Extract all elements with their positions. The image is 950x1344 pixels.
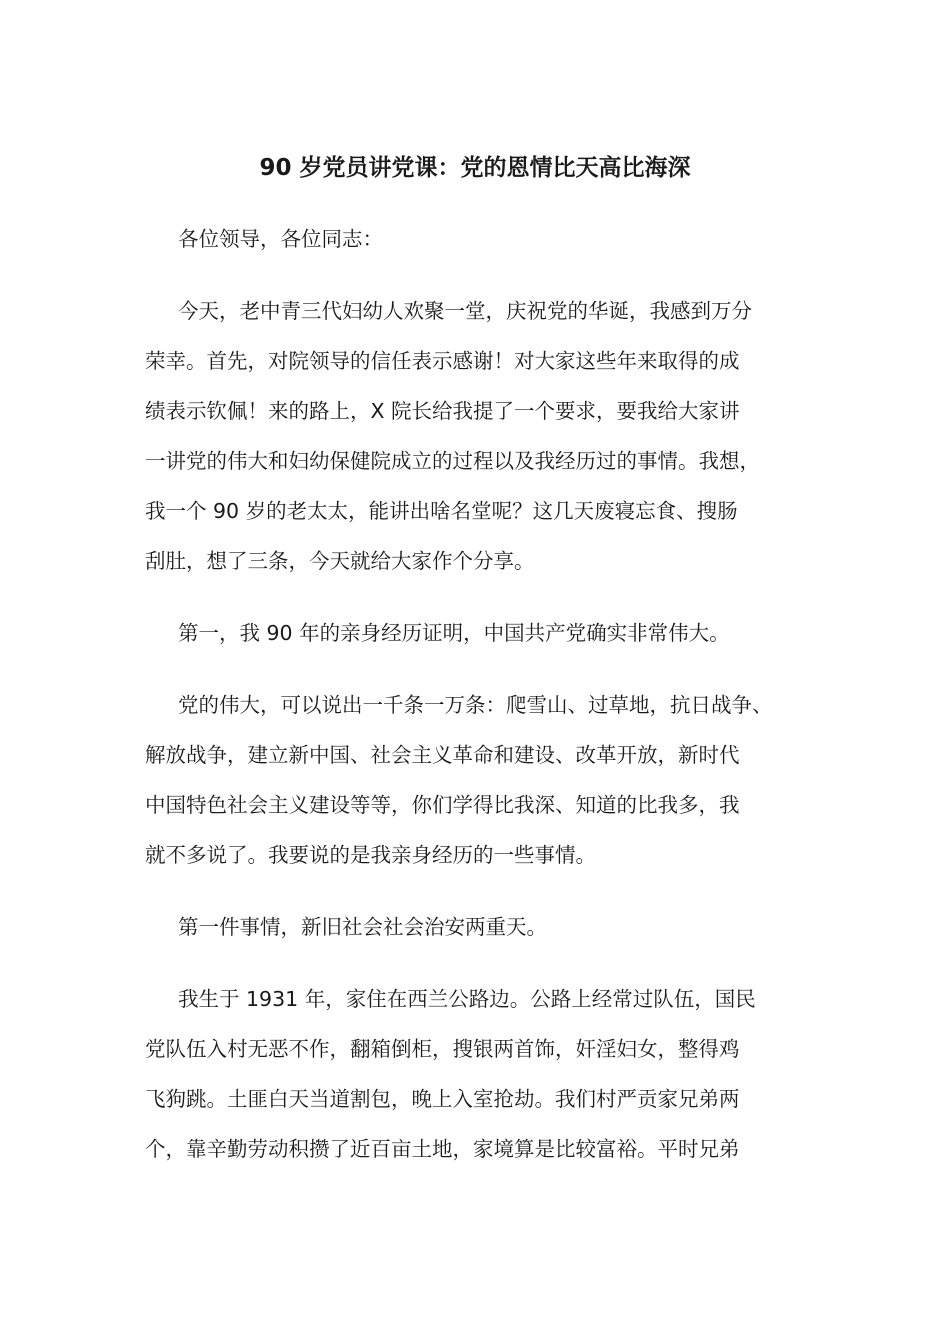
- paragraph-3-line-4: 个，靠辛勤劳动积攒了近百亩土地，家境算是比较富裕。平时兄弟: [145, 1137, 740, 1161]
- paragraph-2-line-1: 党的伟大，可以说出一千条一万条：爬雪山、过草地，抗日战争、: [178, 693, 773, 717]
- paragraph-2-line-4: 就不多说了。我要说的是我亲身经历的一些事情。: [145, 843, 596, 867]
- paragraph-3-line-2: 党队伍入村无恶不作，翻箱倒柜，搜银两首饰，奸淫妇女，整得鸡: [145, 1037, 740, 1061]
- paragraph-1-line-4: 一讲党的伟大和妇幼保健院成立的过程以及我经历过的事情。我想，: [145, 449, 760, 473]
- section-heading-1: 第一，我 90 年的亲身经历证明，中国共产党确实非常伟大。: [178, 621, 730, 645]
- paragraph-3-line-3: 飞狗跳。土匪白天当道割包，晚上入室抢劫。我们村严贡家兄弟两: [145, 1087, 740, 1111]
- document-title: 90 岁党员讲党课：党的恩情比天高比海深: [259, 155, 691, 181]
- subsection-heading-1: 第一件事情，新旧社会社会治安两重天。: [178, 915, 547, 939]
- paragraph-1-line-6: 刮肚，想了三条，今天就给大家作个分享。: [145, 549, 535, 573]
- paragraph-3-line-1: 我生于 1931 年，家住在西兰公路边。公路上经常过队伍，国民: [178, 987, 756, 1011]
- salutation: 各位领导，各位同志：: [178, 227, 383, 251]
- paragraph-2-line-2: 解放战争，建立新中国、社会主义革命和建设、改革开放，新时代: [145, 743, 740, 767]
- paragraph-1-line-2: 荣幸。首先，对院领导的信任表示感谢！对大家这些年来取得的成: [145, 349, 740, 373]
- paragraph-1-line-5: 我一个 90 岁的老太太，能讲出啥名堂呢？这几天废寝忘食、搜肠: [145, 499, 738, 523]
- paragraph-1-line-1: 今天，老中青三代妇幼人欢聚一堂，庆祝党的华诞，我感到万分: [178, 299, 752, 323]
- paragraph-1-line-3: 绩表示钦佩！来的路上，X 院长给我提了一个要求，要我给大家讲: [145, 399, 740, 423]
- paragraph-2-line-3: 中国特色社会主义建设等等，你们学得比我深、知道的比我多，我: [145, 793, 740, 817]
